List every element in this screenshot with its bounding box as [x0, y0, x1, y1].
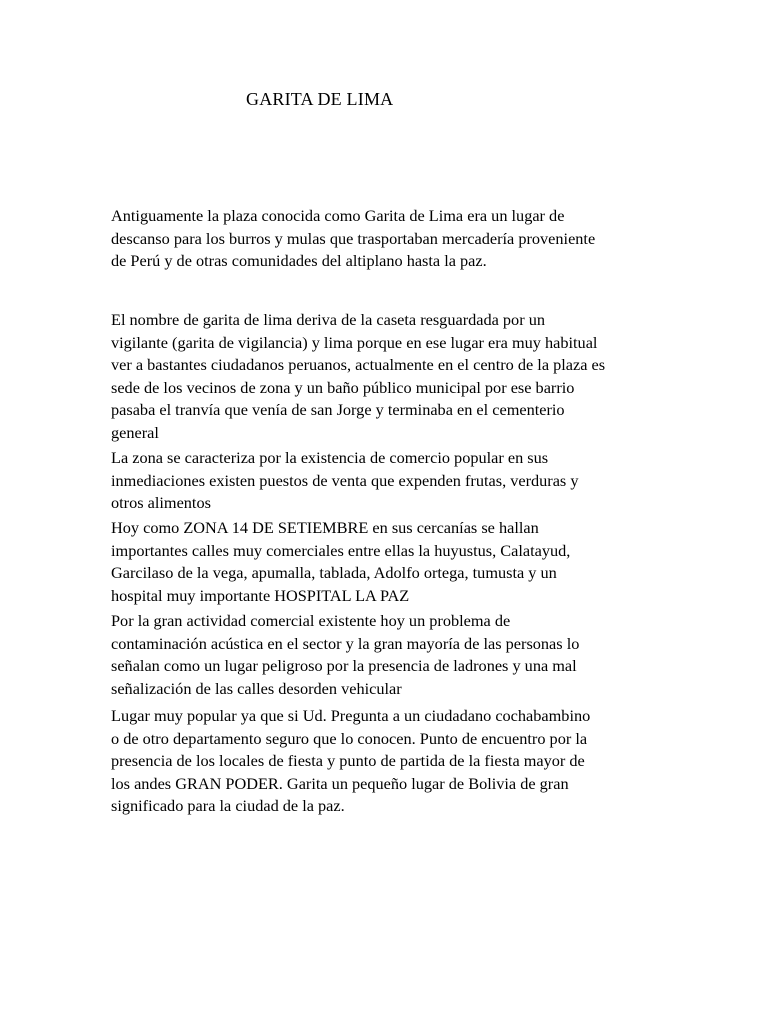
text-line: los andes GRAN PODER. Garita un pequeño lugar de Bolivia de gran: [111, 773, 569, 793]
text-line: Garcilaso de la vega, apumalla, tablada, Adolfo ortega, tumusta y un: [111, 563, 557, 583]
text-line: otros alimentos: [111, 493, 211, 513]
paragraph-commerce: [111, 447, 671, 515]
paragraph-popularity: [111, 705, 671, 818]
text-line: presencia de los locales de fiesta y punto de partida de la fiesta mayor de: [111, 751, 585, 771]
text-line: señalización de las calles desorden vehicular: [111, 678, 402, 698]
text-line: significado para la ciudad de la paz.: [111, 796, 345, 816]
text-line: vigilante (garita de vigilancia) y lima porque en ese lugar era muy habitual: [111, 332, 598, 352]
text-line: La zona se caracteriza por la existencia de comercio popular en sus: [111, 448, 549, 467]
text-line: Por la gran actividad comercial existente hoy un problema de: [111, 611, 511, 630]
text-line: importantes calles muy comerciales entre ellas la huyustus, Calatayud,: [111, 540, 571, 560]
text-line: inmediaciones existen puestos de venta que expenden frutas, verduras y: [111, 470, 579, 490]
text-line: Hoy como ZONA 14 DE SETIEMBRE en sus cercanías se hallan: [111, 518, 539, 537]
text-line: descanso para los burros y mulas que trasportaban mercadería proveniente: [111, 228, 596, 248]
text-line: de Perú y de otras comunidades del altiplano hasta la paz.: [111, 251, 487, 271]
text-line: general: [111, 422, 159, 442]
paragraph-name-origin: [111, 309, 671, 445]
text-line: Lugar muy popular ya que si Ud. Pregunta a un ciudadano cochabambino: [111, 706, 591, 725]
text-line: pasaba el tranvía que venía de san Jorge y terminaba en el cementerio: [111, 400, 565, 420]
text-line: o de otro departamento seguro que lo conocen. Punto de encuentro por la: [111, 728, 588, 748]
text-line: hospital muy importante HOSPITAL LA PAZ: [111, 585, 410, 605]
text-line: sede de los vecinos de zona y un baño público municipal por ese barrio: [111, 377, 575, 397]
paragraph-history: [111, 205, 671, 273]
text-line: señalan como un lugar peligroso por la presencia de ladrones y una mal: [111, 656, 577, 676]
text-line: El nombre de garita de lima deriva de la caseta resguardada por un: [111, 310, 545, 329]
paragraph-problems: [111, 610, 671, 700]
paragraph-zone: [111, 517, 671, 607]
document-title: GARITA DE LIMA: [246, 89, 394, 109]
text-line: contaminación acústica en el sector y la gran mayoría de las personas lo: [111, 633, 580, 653]
text-line: ver a bastantes ciudadanos peruanos, actualmente en el centro de la plaza es: [111, 355, 606, 375]
text-line: Antiguamente la plaza conocida como Garita de Lima era un lugar de: [111, 206, 565, 225]
